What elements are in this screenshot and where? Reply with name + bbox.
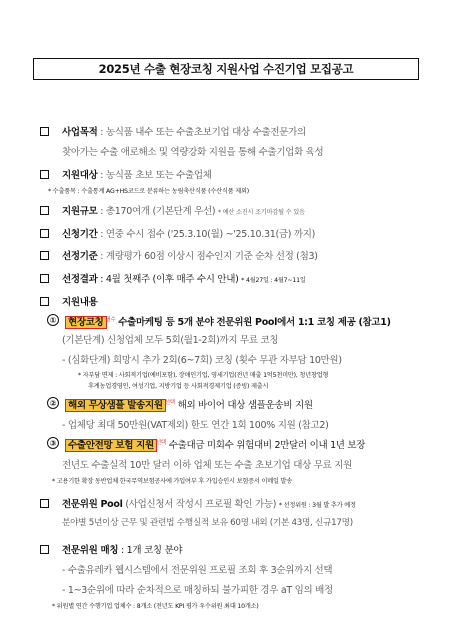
scale-text: : 총170여개 (기본단계 우선) <box>100 206 216 217</box>
checkbox-square-icon <box>40 229 49 238</box>
period-text: : 연중 수시 접수 ('25.3.10(월) ~'25.10.31(금) 까지) <box>100 229 316 240</box>
match-label: 전문위원 매칭 <box>62 545 119 556</box>
scale-row <box>62 203 305 217</box>
period-label: 신청기간 <box>62 229 98 240</box>
item3-text: 수출대금 미회수 위험대비 2만달러 이내 1년 보장 <box>168 440 366 451</box>
target-label: 지원대상 <box>62 170 98 181</box>
checkbox-square-icon <box>40 297 49 306</box>
item1-line2: (기본단계) 신청업체 모두 5회(월1-2회)까지 무료 코칭 <box>62 335 279 346</box>
pool-row <box>62 496 356 510</box>
purpose-label: 사업목적 <box>62 127 98 138</box>
match-note: * 위원별 연간 수행기업 업체수 : 8개소 (전년도 KPI 평가 우수위원 최대 10개소) <box>52 603 259 610</box>
checkbox-square-icon <box>40 127 49 136</box>
item3-row <box>66 437 365 451</box>
item3-note: * 고용기한 확장 동반업체 한국무역보험공사에 가입여부 후 가입승인시 보험증서 이메일 발송 <box>52 478 293 485</box>
item2-row <box>66 397 313 411</box>
scale-label: 지원규모 <box>62 206 98 217</box>
checkbox-square-icon <box>40 251 49 260</box>
result-text: : 4월 첫째주 (이후 매주 수시 안내) <box>100 274 239 285</box>
item2-text: 해외 바이어 대상 샘플운송비 지원 <box>177 400 313 411</box>
item1-sup: 필수 <box>105 316 116 323</box>
content-label: 지원내용 <box>62 297 98 308</box>
item1-line3: - (심화단계) 희망시 추가 2회(6~7회) 코칭 (횟수 무관 자부담 10만원) <box>62 355 342 366</box>
purpose-text-2: 찾아가는 수출 애로해소 및 역량강화 지원을 통해 수출기업화 육성 <box>62 147 324 158</box>
target-row <box>62 167 212 181</box>
item1-row <box>66 314 391 328</box>
item1-text: 수출마케팅 등 5개 분야 전문위원 Pool에서 1:1 코칭 제공 (참고1) <box>118 317 391 328</box>
period-row <box>62 226 315 240</box>
pool-text: (사업신청서 작성시 프로필 확인 가능) <box>125 499 277 510</box>
criteria-label: 선정기준 <box>62 251 98 262</box>
match-line2: - 수출유레카 웹시스템에서 전문위원 프로필 조회 후 3순위까지 선택 <box>62 565 333 576</box>
purpose-row <box>62 124 306 138</box>
circled-number-2: ② <box>47 397 59 409</box>
target-text: : 농식품 초보 또는 수출업체 <box>100 170 212 181</box>
checkbox-square-icon <box>40 545 49 554</box>
circled-number-1: ① <box>47 314 59 326</box>
item1-note1: * 자부담 면제 : 사회적기업(예비포함), 장애인기업, 영세기업(전년 매출 1억5천미만), 청년창업형 <box>78 372 329 379</box>
criteria-text: : 계량평가 60점 이상시 점수인지 기준 순차 선정 (첨3) <box>100 251 318 262</box>
item2-line2: - 업체당 최대 50만원(VAT제외) 한도 연간 1회 100% 지원 (참고2) <box>62 420 329 431</box>
pool-label: 전문위원 Pool <box>62 499 123 510</box>
pool-note: * 선정위원 : 3월 발 추가 예정 <box>278 502 356 509</box>
checkbox-square-icon <box>40 170 49 179</box>
match-row <box>62 542 182 556</box>
item3-tag: 수출안전망 보험 지원 <box>68 440 154 451</box>
checkbox-square-icon <box>40 274 49 283</box>
purpose-text-1: : 농식품 내수 또는 수출초보기업 대상 수출전문가의 <box>100 127 306 138</box>
match-line3: - 1~3순위에 따라 순차적으로 매칭하되 불가피한 경우 aT 임의 배정 <box>62 585 333 596</box>
item3-line2: 전년도 수출실적 10만 달러 이하 업체 또는 수출 초보기업 대상 무료 지원 <box>62 460 352 471</box>
match-text: : 1개 코칭 분야 <box>121 545 183 556</box>
scale-note: * 예산 소진시 조기마감될 수 있음 <box>217 209 305 216</box>
item3-sup: 선택 <box>155 439 166 446</box>
checkbox-square-icon <box>40 206 49 215</box>
item1-tag: 현장코칭 <box>68 317 104 328</box>
result-row <box>62 271 306 285</box>
criteria-row <box>62 248 318 262</box>
target-note: * 수출품목 : 수출통계 AG+HS코드로 분류하는 농림축산식품 (수산식품 제외) <box>48 188 250 195</box>
item2-sup: 선택 <box>164 399 175 406</box>
pool-line2: 분야별 5년이상 근무 및 관련법 수행실적 보유 60명 내외 (기본 43명, 신규17명) <box>62 518 353 528</box>
page-title: 2025년 수출 현장코칭 지원사업 수진기업 모집공고 <box>33 58 419 80</box>
result-note: * 4월27일 : 4월7~11일 <box>241 277 306 284</box>
circled-number-3: ③ <box>47 437 59 449</box>
item1-note2: 후계농업경영인, 여성기업, 지방기업 등 사회적경제기업 (증빙) 제출시 <box>88 383 269 390</box>
item2-tag: 해외 무상샘플 발송지원 <box>68 400 163 411</box>
checkbox-square-icon <box>40 499 49 508</box>
result-label: 선정결과 <box>62 274 98 285</box>
